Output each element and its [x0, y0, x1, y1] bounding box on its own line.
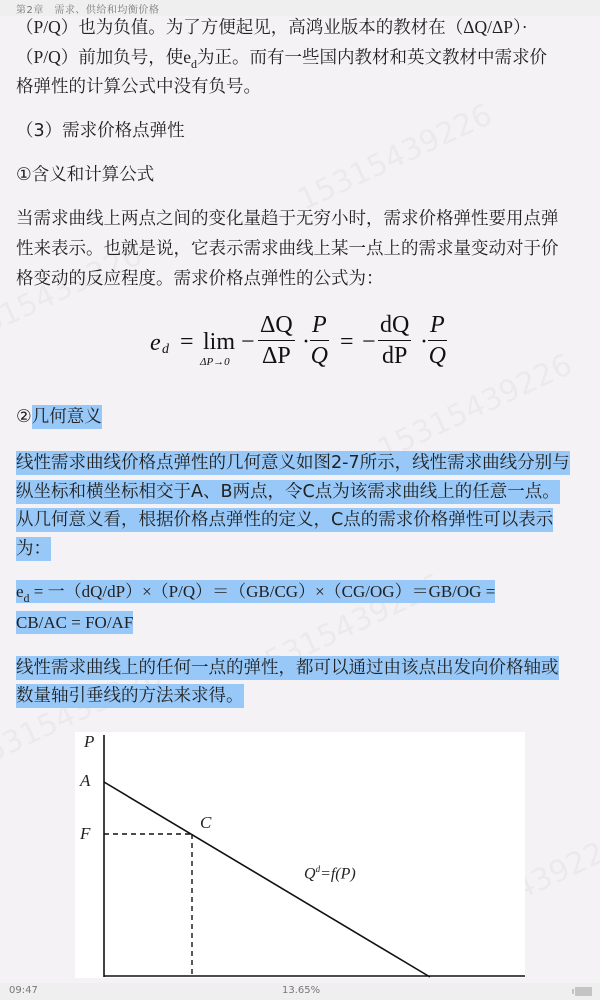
- point-elasticity-formula: e d = lim ΔP→0 − $\frac{\Delta Q}{\Delta P}$ · $\frac{P}{Q}$ = − $\frac{dQ}{dP}$ · $\frac{P}{Q}$: [150, 312, 446, 369]
- price-axis-label: P: [84, 732, 95, 751]
- battery-icon: [575, 987, 592, 996]
- paragraph-line: 纵坐标和横坐标相交于A、B两点，令C点为该需求曲线上的任意一点。: [16, 482, 560, 502]
- demand-function-label: $Q^d=f(P)$: [304, 864, 356, 883]
- point-c-label: C: [200, 813, 212, 832]
- elasticity-equation-line: CB/AC = FO/AF: [16, 613, 134, 632]
- paragraph-line: 格弹性的计算公式中没有负号。: [16, 77, 261, 97]
- reader-status-bar: [0, 983, 600, 1000]
- elasticity-equation-line: $e_d$ = 一（dQ/dP）×（P/Q）＝（GB/CG）×（CG/OG）＝GB/OG =: [16, 582, 496, 605]
- paragraph-line: 数量轴引垂线的方法来求得。: [16, 686, 244, 706]
- point-f-label: F: [80, 824, 91, 843]
- paragraph-line: 性来表示。也就是说，它表示需求曲线上某一点上的需求量变动对于价: [16, 239, 559, 259]
- sub-heading-meaning: ①含义和计算公式: [16, 165, 155, 185]
- demand-curve-svg: [75, 732, 525, 978]
- chapter-title: 第2章 需求、供给和均衡价格: [16, 5, 160, 16]
- battery-icon-tip: [572, 989, 574, 994]
- point-a-label: A: [80, 771, 91, 790]
- reading-progress: 13.65%: [282, 985, 321, 996]
- demand-curve-diagram: [75, 732, 525, 978]
- watermark: [292, 97, 497, 217]
- paragraph-line: 从几何意义看，根据价格点弹性的定义，C点的需求价格弹性可以表示: [16, 510, 554, 530]
- paragraph-line: 线性需求曲线上的任何一点的弹性，都可以通过由该点出发向价格轴或: [16, 658, 559, 678]
- highlighted-text: 几何意义: [31, 407, 102, 427]
- paragraph-line: 当需求曲线上两点之间的变化量趋于无穷小时，需求价格弹性要用点弹: [16, 209, 559, 229]
- paragraph-line: （P/Q）前加负号，使$e_d$为正。而有一些国内教材和英文教材中需求价: [16, 47, 547, 71]
- paragraph-line: 为：: [16, 539, 51, 559]
- section-heading: （3）需求价格点弹性: [16, 121, 185, 141]
- paragraph-line: 格变动的反应程度。需求价格点弹性的公式为：: [16, 269, 384, 289]
- paragraph-line: 线性需求曲线价格点弹性的几何意义如图2-7所示，线性需求曲线分别与: [16, 453, 570, 473]
- paragraph-line: （P/Q）也为负值。为了方便起见，高鸿业版本的教材在（ΔQ/ΔP）·: [16, 17, 528, 37]
- sub-heading-geometry: ②几何意义: [16, 407, 102, 427]
- clock-time: 09:47: [9, 985, 38, 996]
- reader-header: [0, 0, 600, 16]
